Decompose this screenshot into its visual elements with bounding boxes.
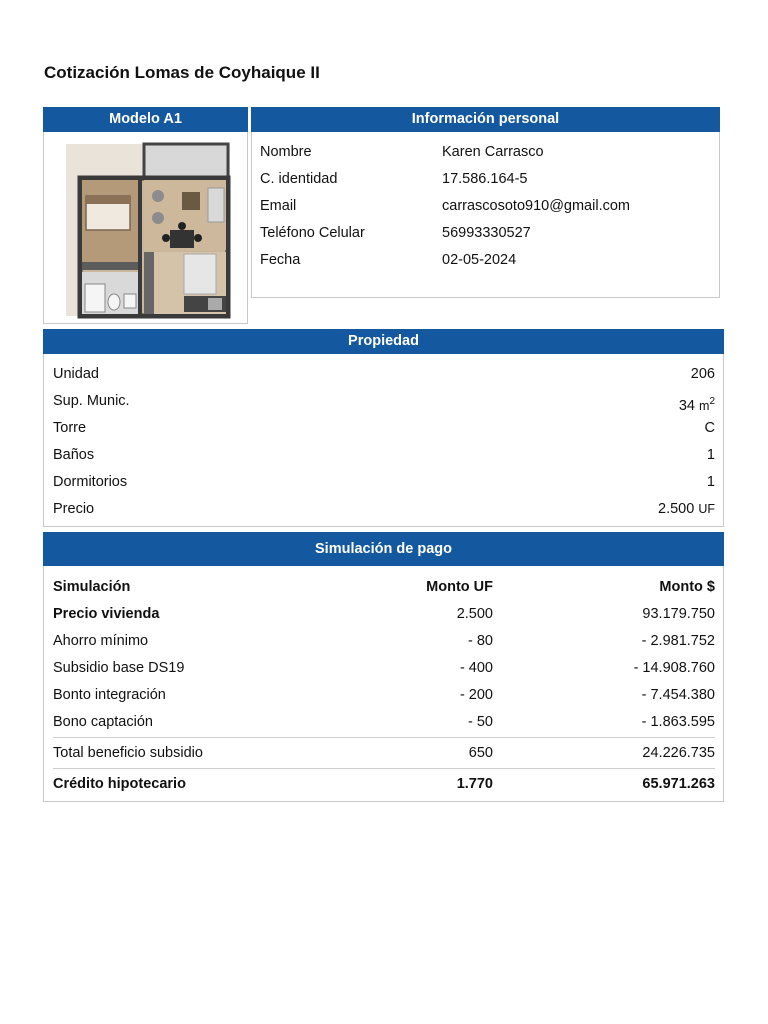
- payment-simulation-panel: [43, 532, 724, 802]
- info-value: 02-05-2024: [442, 252, 517, 268]
- surface-unit-exponent: 2: [709, 396, 715, 407]
- simulation-concept: Total beneficio subsidio: [53, 745, 203, 761]
- surface-unit: m: [699, 398, 710, 413]
- simulation-uf: 650: [468, 745, 493, 761]
- property-row-precio: [53, 496, 715, 523]
- property-row-superficie: [53, 388, 715, 415]
- property-label: Unidad: [53, 366, 99, 382]
- simulation-concept: Bonto integración: [53, 687, 166, 703]
- property-row-banos: [53, 442, 715, 469]
- personal-info-panel: [251, 107, 720, 298]
- simulation-concept: Bono captación: [53, 714, 153, 730]
- simulation-concept: Ahorro mínimo: [53, 633, 149, 649]
- info-value: Karen Carrasco: [442, 144, 544, 160]
- payment-simulation-header: Simulación de pago: [43, 532, 724, 566]
- simulation-clp: 93.179.750: [642, 606, 715, 622]
- column-header-simulacion: Simulación: [53, 579, 131, 595]
- mortgage-credit-row: [53, 771, 715, 798]
- simulation-clp: - 2.981.752: [641, 633, 715, 649]
- property-label: Torre: [53, 420, 87, 436]
- simulation-row: [53, 628, 715, 655]
- simulation-column-headers: [53, 574, 715, 601]
- column-header-monto-clp: Monto $: [659, 579, 715, 595]
- simulation-concept: Subsidio base DS19: [53, 660, 185, 676]
- info-label: Fecha: [260, 252, 301, 268]
- property-value: 1: [706, 474, 715, 490]
- simulation-uf: - 80: [468, 633, 493, 649]
- floor-plan-image: [58, 134, 234, 320]
- info-value: 56993330527: [442, 225, 531, 241]
- simulation-concept: Crédito hipotecario: [53, 776, 186, 792]
- property-row-dormitorios: [53, 469, 715, 496]
- price-unit: UF: [698, 502, 715, 516]
- simulation-clp: - 1.863.595: [641, 714, 715, 730]
- property-value: 206: [690, 366, 715, 382]
- simulation-uf: - 400: [459, 660, 493, 676]
- simulation-row: [53, 655, 715, 682]
- divider: [53, 737, 715, 738]
- simulation-uf: - 200: [459, 687, 493, 703]
- property-header: Propiedad: [43, 329, 724, 354]
- info-label: Teléfono Celular: [260, 225, 365, 241]
- price-number: 2.500: [658, 501, 695, 517]
- property-label: Sup. Munic.: [53, 393, 130, 409]
- page-title: Cotización Lomas de Coyhaique II: [44, 63, 320, 82]
- property-value: C: [704, 420, 715, 436]
- property-panel: [43, 329, 724, 527]
- simulation-clp: 24.226.735: [642, 745, 715, 761]
- model-header: Modelo A1: [43, 107, 248, 132]
- personal-info-header: Información personal: [251, 107, 720, 132]
- info-label: Nombre: [260, 144, 312, 160]
- info-row-telefono: [260, 220, 710, 247]
- simulation-uf: - 50: [468, 714, 493, 730]
- simulation-clp: 65.971.263: [642, 776, 715, 792]
- info-value: carrascosoto910@gmail.com: [442, 198, 630, 214]
- info-label: Email: [260, 198, 297, 214]
- info-label: C. identidad: [260, 171, 338, 187]
- simulation-row: [53, 709, 715, 736]
- property-value: 1: [706, 447, 715, 463]
- simulation-row: [53, 682, 715, 709]
- property-row-unidad: [53, 361, 715, 388]
- total-benefit-row: [53, 740, 715, 767]
- model-panel: [43, 107, 248, 324]
- info-row-nombre: [260, 139, 710, 166]
- info-row-identidad: [260, 166, 710, 193]
- simulation-clp: - 14.908.760: [633, 660, 715, 676]
- property-label: Dormitorios: [53, 474, 128, 490]
- surface-number: 34: [678, 397, 695, 414]
- simulation-row: [53, 601, 715, 628]
- info-value: 17.586.164-5: [442, 171, 528, 187]
- simulation-concept: Precio vivienda: [53, 606, 160, 622]
- property-label: Baños: [53, 447, 95, 463]
- info-row-fecha: [260, 247, 710, 274]
- simulation-uf: 1.770: [456, 776, 493, 792]
- simulation-clp: - 7.454.380: [641, 687, 715, 703]
- property-label: Precio: [53, 501, 95, 517]
- column-header-monto-uf: Monto UF: [426, 579, 493, 595]
- simulation-uf: 2.500: [456, 606, 493, 622]
- divider: [53, 768, 715, 769]
- property-value: [658, 496, 715, 523]
- property-row-torre: [53, 415, 715, 442]
- info-row-email: [260, 193, 710, 220]
